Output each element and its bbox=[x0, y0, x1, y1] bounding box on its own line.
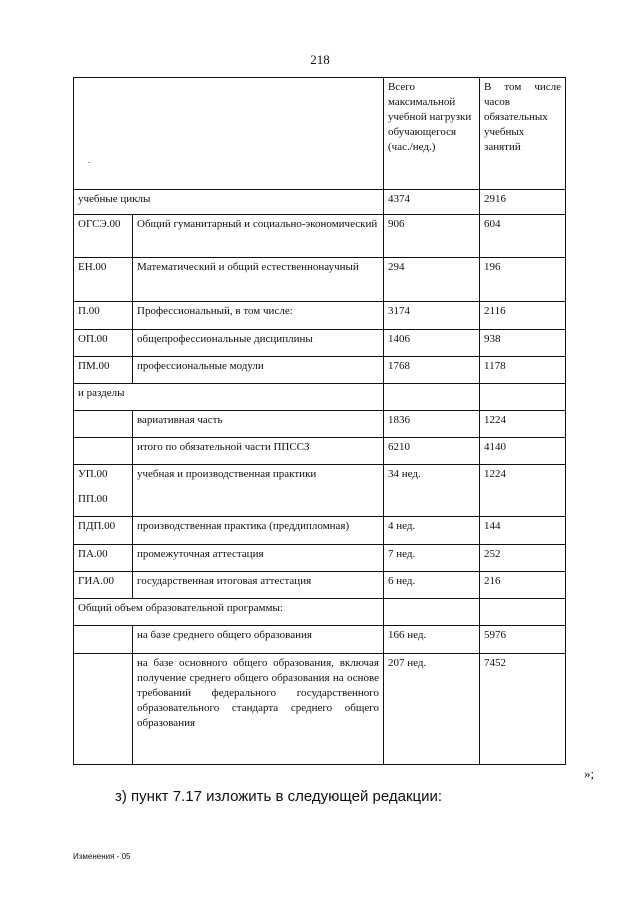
row-mandatory: 7452 bbox=[480, 654, 566, 765]
row-mandatory bbox=[480, 599, 566, 626]
row-code-up: УП.00 bbox=[78, 468, 108, 480]
row-code bbox=[74, 654, 133, 765]
table-row bbox=[74, 384, 566, 411]
row-total: 166 нед. bbox=[384, 626, 480, 654]
row-name: производственная практика (преддипломная) bbox=[133, 517, 384, 545]
row-code: ПДП.00 bbox=[74, 517, 133, 545]
row-label: Общий объем образовательной программы: bbox=[74, 599, 384, 626]
table-row bbox=[74, 545, 566, 572]
row-total bbox=[384, 599, 480, 626]
table-row bbox=[74, 654, 566, 765]
row-mandatory bbox=[480, 384, 566, 411]
table-row bbox=[74, 190, 566, 215]
row-name: Математический и общий естественнонаучный bbox=[133, 258, 384, 302]
row-total: 6 нед. bbox=[384, 572, 480, 599]
row-mandatory: 2116 bbox=[480, 302, 566, 330]
row-mandatory: 5976 bbox=[480, 626, 566, 654]
page-number: 218 bbox=[310, 52, 330, 67]
table-header-row bbox=[74, 78, 566, 190]
table-row bbox=[74, 411, 566, 438]
table-row bbox=[74, 357, 566, 384]
curriculum-table bbox=[73, 77, 566, 765]
row-mandatory: 144 bbox=[480, 517, 566, 545]
row-total: 7 нед. bbox=[384, 545, 480, 572]
row-code: ГИА.00 bbox=[74, 572, 133, 599]
row-code: П.00 bbox=[74, 302, 133, 330]
row-total: 1406 bbox=[384, 330, 480, 357]
row-mandatory: 252 bbox=[480, 545, 566, 572]
row-label: учебные циклы bbox=[74, 190, 384, 215]
row-label: и разделы bbox=[74, 384, 384, 411]
row-mandatory: 196 bbox=[480, 258, 566, 302]
row-code bbox=[74, 411, 133, 438]
row-total: 1836 bbox=[384, 411, 480, 438]
instruction-text: з) пункт 7.17 изложить в следующей редакции: bbox=[115, 788, 443, 805]
row-mandatory: 1224 bbox=[480, 411, 566, 438]
row-total: 1768 bbox=[384, 357, 480, 384]
row-name: промежуточная аттестация bbox=[133, 545, 384, 572]
row-total: 906 bbox=[384, 215, 480, 258]
row-code: ПА.00 bbox=[74, 545, 133, 572]
stray-dot: . bbox=[88, 155, 91, 165]
row-name: итого по обязательной части ППССЗ bbox=[133, 438, 384, 465]
row-code bbox=[74, 438, 133, 465]
row-name: государственная итоговая аттестация bbox=[133, 572, 384, 599]
row-total: 6210 bbox=[384, 438, 480, 465]
row-name: вариативная часть bbox=[133, 411, 384, 438]
row-code bbox=[74, 626, 133, 654]
table-row bbox=[74, 438, 566, 465]
row-name: общепрофессиональные дисциплины bbox=[133, 330, 384, 357]
row-total bbox=[384, 384, 480, 411]
table-row bbox=[74, 258, 566, 302]
table-row bbox=[74, 626, 566, 654]
row-name: Профессиональный, в том числе: bbox=[133, 302, 384, 330]
row-total: 207 нед. bbox=[384, 654, 480, 765]
row-mandatory: 2916 bbox=[480, 190, 566, 215]
table-row bbox=[74, 599, 566, 626]
table-row bbox=[74, 572, 566, 599]
table-row bbox=[74, 215, 566, 258]
row-mandatory: 938 bbox=[480, 330, 566, 357]
header-total-cell: Всего максимальной учебной нагрузки обучающегося (час./нед.) bbox=[384, 78, 480, 190]
row-mandatory: 604 bbox=[480, 215, 566, 258]
closing-quote: »; bbox=[584, 766, 595, 781]
row-mandatory: 4140 bbox=[480, 438, 566, 465]
row-total: 4 нед. bbox=[384, 517, 480, 545]
row-mandatory: 1178 bbox=[480, 357, 566, 384]
row-mandatory: 216 bbox=[480, 572, 566, 599]
row-name: Общий гуманитарный и социально-экономический bbox=[133, 215, 384, 258]
row-code bbox=[74, 465, 133, 517]
row-code: ОГСЭ.00 bbox=[74, 215, 133, 258]
row-mandatory: 1224 bbox=[480, 465, 566, 517]
row-name: на базе среднего общего образования bbox=[133, 626, 384, 654]
row-total: 3174 bbox=[384, 302, 480, 330]
row-code: ЕН.00 bbox=[74, 258, 133, 302]
row-code: ПМ.00 bbox=[74, 357, 133, 384]
row-name: профессиональные модули bbox=[133, 357, 384, 384]
table-row bbox=[74, 330, 566, 357]
table-row bbox=[74, 465, 566, 517]
row-name: на базе основного общего образования, включая получение среднего общего образования на основе требований федерального государственного образовательного стандарта среднего общего образования bbox=[133, 654, 384, 765]
row-code: ОП.00 bbox=[74, 330, 133, 357]
row-name: учебная и производственная практики bbox=[133, 465, 384, 517]
table-row bbox=[74, 517, 566, 545]
row-total: 294 bbox=[384, 258, 480, 302]
row-total: 34 нед. bbox=[384, 465, 480, 517]
row-code-pp: ПП.00 bbox=[78, 493, 108, 505]
footer-note: Изменения - 05 bbox=[73, 852, 131, 861]
row-total: 4374 bbox=[384, 190, 480, 215]
header-empty-cell bbox=[74, 78, 384, 190]
table-row bbox=[74, 302, 566, 330]
header-mandatory-cell: В том числе часов обязательных учебных занятий bbox=[480, 78, 566, 190]
